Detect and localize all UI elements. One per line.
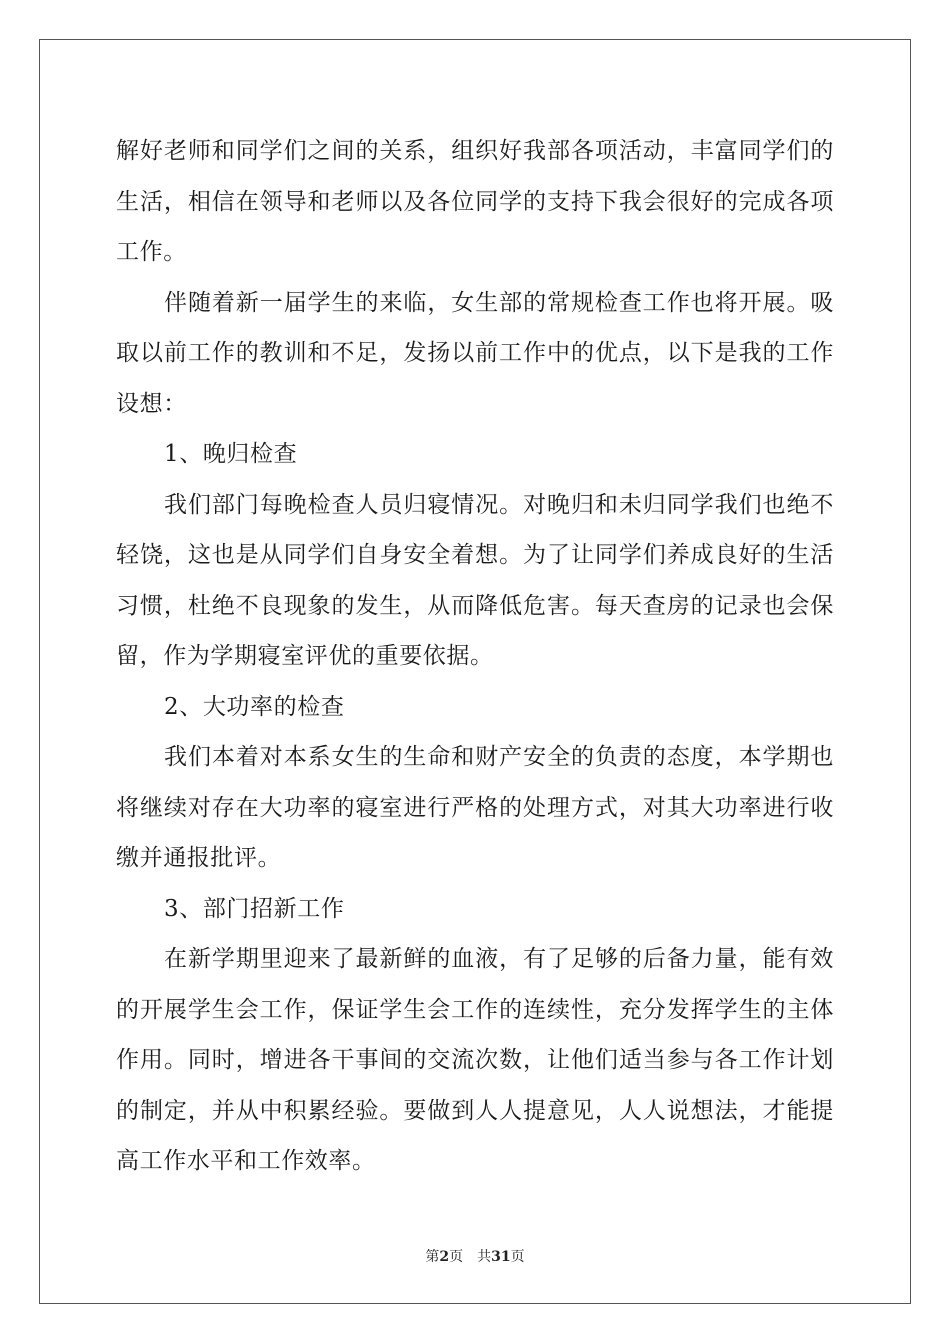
body-line: 的开展学生会工作，保证学生会工作的连续性，充分发挥学生的主体 (116, 996, 834, 1023)
document-body (116, 126, 834, 1187)
section-heading-3: 3、部门招新工作 (164, 895, 345, 922)
body-line: 高工作水平和工作效率。 (116, 1148, 376, 1174)
body-line: 取以前工作的教训和不足，发扬以前工作中的优点，以下是我的工作 (116, 340, 834, 366)
body-line: 工作。 (116, 239, 187, 265)
body-line: 轻饶，这也是从同学们自身安全着想。为了让同学们养成良好的生活 (116, 542, 834, 568)
total-pages: 31 (491, 1249, 511, 1265)
body-line: 生活，相信在领导和老师以及各位同学的支持下我会很好的完成各项 (116, 188, 834, 215)
section-heading-2: 2、大功率的检查 (164, 693, 345, 720)
page-prefix: 第 (425, 1249, 440, 1265)
body-line: 作用。同时，增进各干事间的交流次数，让他们适当参与各工作计划 (116, 1047, 834, 1073)
body-line: 习惯，杜绝不良现象的发生，从而降低危害。每天查房的记录也会保 (116, 592, 834, 619)
total-prefix: 共 (477, 1249, 492, 1265)
page-number: 2 (439, 1249, 450, 1265)
body-line: 的制定，并从中积累经验。要做到人人提意见，人人说想法，才能提 (116, 1097, 834, 1124)
body-line: 解好老师和同学们之间的关系，组织好我部各项活动，丰富同学们的 (116, 138, 834, 164)
paragraph-start-line: 我们部门每晚检查人员归寝情况。对晚归和未归同学我们也绝不 (164, 491, 834, 518)
paragraph-start-line: 我们本着对本系女生的生命和财产安全的负责的态度，本学期也 (164, 744, 834, 770)
total-suffix: 页 (510, 1249, 525, 1265)
paragraph-start-line: 在新学期里迎来了最新鲜的血液，有了足够的后备力量，能有效 (164, 946, 834, 972)
paragraph-start-line: 伴随着新一届学生的来临，女生部的常规检查工作也将开展。吸 (164, 289, 834, 316)
section-heading-1: 1、晚归检查 (164, 441, 298, 467)
page-footer (0, 1246, 950, 1266)
body-line: 设想： (116, 390, 187, 417)
body-line: 留，作为学期寝室评优的重要依据。 (116, 643, 494, 669)
page-suffix: 页 (449, 1249, 464, 1265)
body-line: 缴并通报批评。 (116, 845, 282, 871)
body-line: 将继续对存在大功率的寝室进行严格的处理方式，对其大功率进行收 (116, 794, 834, 821)
